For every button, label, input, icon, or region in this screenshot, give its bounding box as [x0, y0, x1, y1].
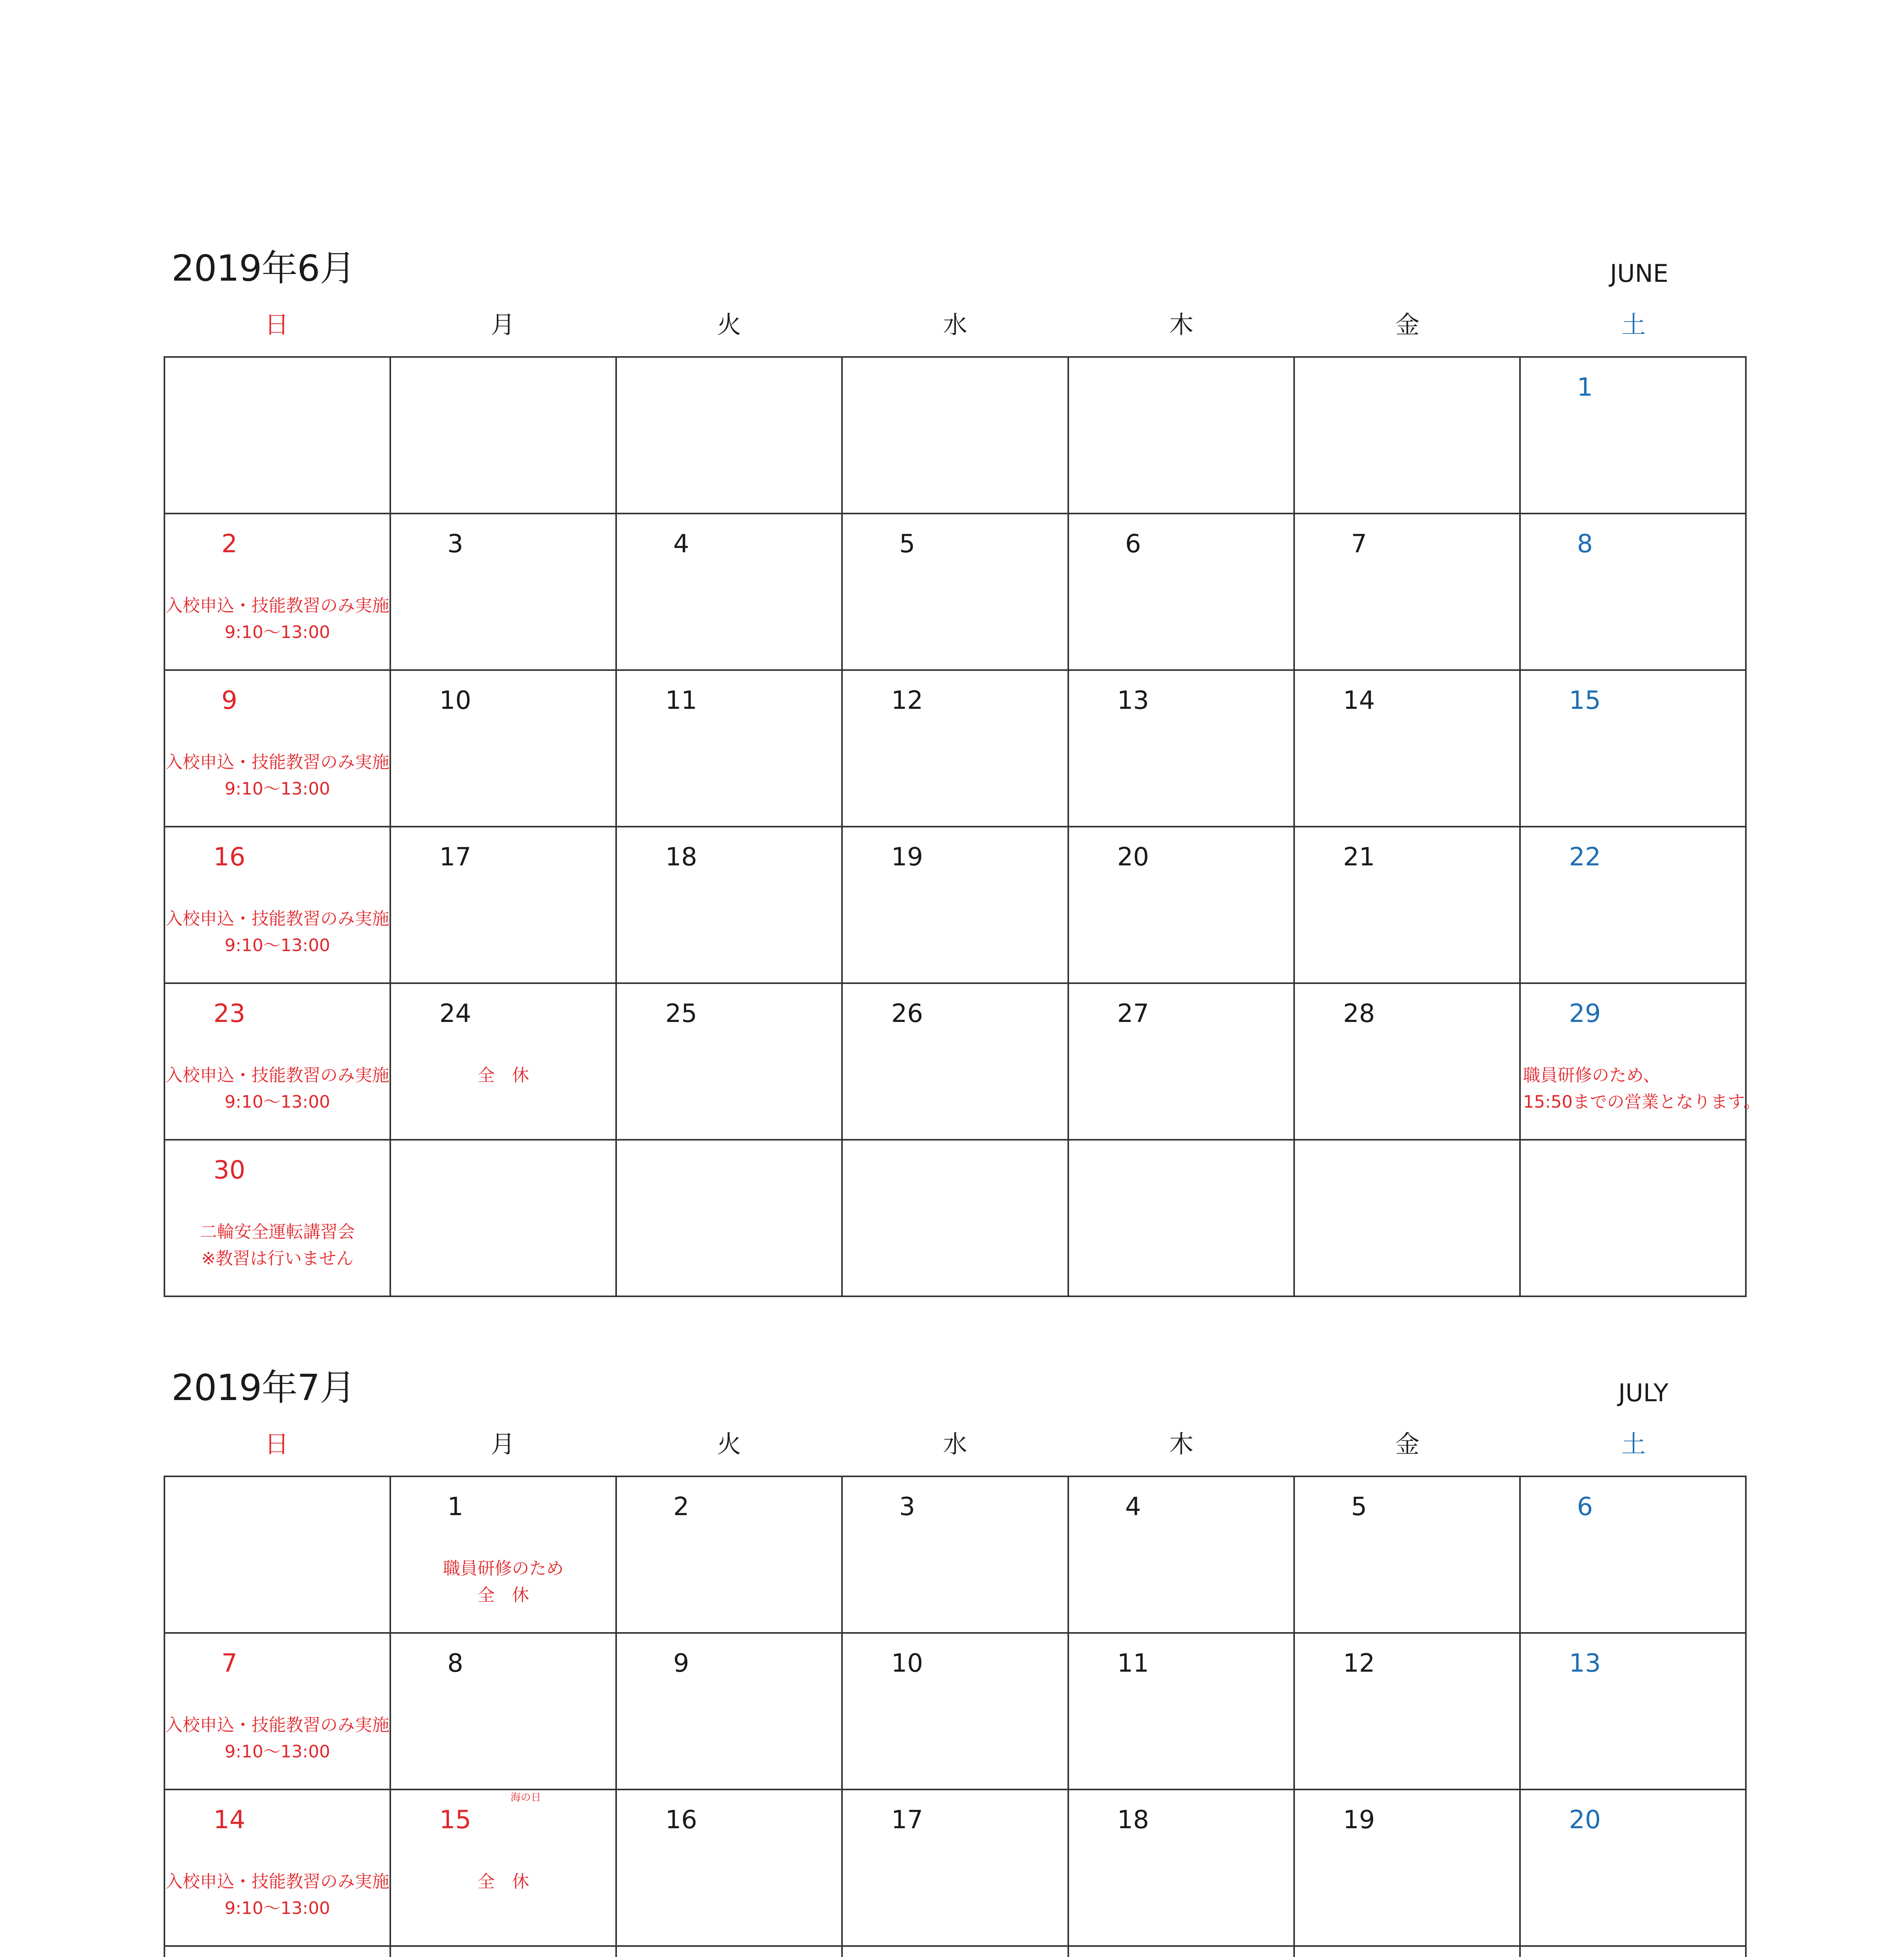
weekday-label: 火	[717, 1430, 741, 1458]
day-cell	[1069, 827, 1295, 984]
day-cell	[617, 827, 843, 984]
day-cell	[391, 1141, 617, 1297]
day-number: 30	[213, 1156, 245, 1185]
day-number: 29	[1569, 999, 1601, 1028]
weekday-label: 土	[1621, 1430, 1646, 1458]
day-cell	[165, 1477, 391, 1634]
day-number: 18	[665, 843, 697, 872]
day-number: 17	[891, 1806, 923, 1834]
weekday-label: 金	[1395, 310, 1420, 339]
day-cell	[165, 1141, 391, 1297]
day-cell	[1521, 827, 1747, 984]
day-note: 入校申込・技能教習のみ実施 9:10～13:00	[165, 752, 389, 799]
day-number: 4	[1125, 1492, 1141, 1521]
weekday-label: 火	[717, 310, 741, 339]
day-cell	[1521, 514, 1747, 671]
day-number: 27	[1117, 999, 1149, 1028]
day-number: 20	[1569, 1806, 1601, 1834]
day-number: 10	[891, 1649, 923, 1678]
day-number: 18	[1117, 1806, 1149, 1834]
day-number: 23	[213, 999, 245, 1028]
day-cell	[843, 358, 1069, 514]
day-cell	[1069, 1141, 1295, 1297]
day-number: 24	[439, 999, 471, 1028]
day-cell	[1295, 984, 1521, 1141]
day-cell	[843, 984, 1069, 1141]
day-cell	[843, 1141, 1069, 1297]
day-note: 入校申込・技能教習のみ実施 9:10～13:00	[165, 596, 389, 642]
day-number: 2	[673, 1492, 689, 1521]
day-number: 25	[665, 999, 697, 1028]
weekday-label: 土	[1621, 310, 1646, 339]
day-note: 全 休	[477, 1065, 529, 1085]
day-number: 16	[665, 1806, 697, 1834]
day-cell	[1295, 358, 1521, 514]
day-number: 6	[1577, 1492, 1593, 1521]
weekday-label: 木	[1169, 310, 1194, 339]
day-cell	[1295, 1947, 1521, 1957]
day-number: 12	[1343, 1649, 1375, 1678]
month-title: 2019年7月	[171, 1367, 355, 1409]
day-number: 26	[891, 999, 923, 1028]
day-cell	[1069, 514, 1295, 671]
day-number: 28	[1343, 999, 1375, 1028]
day-number: 5	[1351, 1492, 1367, 1521]
day-cell	[1295, 1790, 1521, 1947]
day-cell	[843, 1947, 1069, 1957]
day-cell	[843, 1477, 1069, 1634]
day-cell	[1069, 358, 1295, 514]
day-cell	[843, 1634, 1069, 1790]
day-note: 全 休	[477, 1872, 529, 1892]
day-number: 20	[1117, 843, 1149, 872]
weekday-header	[164, 1429, 1747, 1460]
holiday-name: 海の日	[510, 1792, 541, 1804]
day-cell	[391, 1477, 617, 1634]
day-number: 6	[1125, 530, 1141, 559]
weekday-header	[164, 309, 1747, 341]
day-number: 12	[891, 686, 923, 715]
weekday-label: 金	[1395, 1430, 1420, 1458]
calendar-grid	[164, 1476, 1747, 1957]
day-note: 職員研修のため、 15:50までの営業となります。	[1523, 1065, 1761, 1112]
day-cell	[617, 514, 843, 671]
day-cell	[1069, 1634, 1295, 1790]
day-cell	[165, 1790, 391, 1947]
day-number: 11	[665, 686, 697, 715]
day-number: 11	[1117, 1649, 1149, 1678]
weekday-label: 日	[264, 310, 289, 339]
day-cell	[617, 1477, 843, 1634]
day-number: 1	[1577, 373, 1593, 402]
day-number: 10	[439, 686, 471, 715]
day-cell	[1521, 1634, 1747, 1790]
day-cell	[1521, 358, 1747, 514]
weekday-label: 木	[1169, 1430, 1194, 1458]
day-number: 14	[213, 1806, 245, 1834]
day-cell	[391, 984, 617, 1141]
day-cell	[391, 358, 617, 514]
weekday-label: 水	[943, 310, 968, 339]
day-number: 15	[1569, 686, 1601, 715]
weekday-label: 月	[490, 310, 515, 339]
day-number: 15	[439, 1806, 471, 1834]
day-cell	[1069, 1947, 1295, 1957]
day-note: 職員研修のため 全 休	[443, 1559, 564, 1605]
day-number: 8	[1577, 530, 1593, 559]
day-number: 19	[1343, 1806, 1375, 1834]
day-cell	[1069, 1477, 1295, 1634]
day-cell	[165, 514, 391, 671]
day-cell	[165, 358, 391, 514]
day-cell	[391, 827, 617, 984]
day-number: 5	[899, 530, 915, 559]
day-cell	[1521, 1790, 1747, 1947]
day-number: 1	[447, 1492, 463, 1521]
day-number: 16	[213, 843, 245, 872]
day-cell	[1069, 984, 1295, 1141]
weekday-label: 月	[490, 1430, 515, 1458]
day-cell	[1295, 514, 1521, 671]
day-cell	[1295, 1141, 1521, 1297]
day-cell	[843, 1790, 1069, 1947]
day-cell	[1521, 671, 1747, 827]
day-number: 3	[447, 530, 463, 559]
day-cell	[391, 1790, 617, 1947]
day-cell	[1295, 1477, 1521, 1634]
day-number: 17	[439, 843, 471, 872]
day-number: 7	[1351, 530, 1367, 559]
day-note: 入校申込・技能教習のみ実施 9:10～13:00	[165, 1065, 389, 1112]
day-number: 9	[673, 1649, 689, 1678]
day-number: 21	[1343, 843, 1375, 872]
day-cell	[617, 358, 843, 514]
day-cell	[843, 827, 1069, 984]
day-cell	[165, 984, 391, 1141]
day-cell	[1069, 671, 1295, 827]
day-cell	[165, 1634, 391, 1790]
weekday-label: 日	[264, 1430, 289, 1458]
day-cell	[1069, 1790, 1295, 1947]
day-cell	[391, 514, 617, 671]
day-cell	[391, 1634, 617, 1790]
day-note: 入校申込・技能教習のみ実施 9:10～13:00	[165, 1872, 389, 1918]
day-cell	[165, 827, 391, 984]
day-cell	[1521, 1477, 1747, 1634]
day-cell	[1521, 1141, 1747, 1297]
day-note: 二輪安全運転講習会 ※教習は行いません	[200, 1222, 355, 1269]
day-cell	[391, 671, 617, 827]
day-number: 13	[1117, 686, 1149, 715]
month-title-en: JUNE	[1610, 259, 1668, 288]
month-title: 2019年6月	[171, 247, 355, 289]
day-cell	[165, 671, 391, 827]
day-number: 9	[221, 686, 238, 715]
day-number: 22	[1569, 843, 1601, 872]
day-cell	[617, 1790, 843, 1947]
calendar-grid	[164, 356, 1761, 1297]
day-cell	[617, 671, 843, 827]
day-number: 14	[1343, 686, 1375, 715]
day-number: 8	[447, 1649, 463, 1678]
day-note: 入校申込・技能教習のみ実施 9:10～13:00	[165, 1715, 389, 1762]
day-cell	[1521, 984, 1761, 1141]
day-cell	[1521, 1947, 1747, 1957]
day-number: 7	[221, 1649, 238, 1678]
day-number: 2	[221, 530, 238, 559]
day-note: 入校申込・技能教習のみ実施 9:10～13:00	[165, 909, 389, 955]
day-cell	[617, 1634, 843, 1790]
day-cell	[843, 514, 1069, 671]
day-cell	[1295, 827, 1521, 984]
day-cell	[1295, 1634, 1521, 1790]
day-cell	[391, 1947, 617, 1957]
day-number: 4	[673, 530, 689, 559]
day-cell	[617, 1141, 843, 1297]
day-cell	[617, 984, 843, 1141]
day-cell	[165, 1947, 391, 1957]
day-number: 13	[1569, 1649, 1601, 1678]
day-cell	[617, 1947, 843, 1957]
day-cell	[1295, 671, 1521, 827]
month-title-en: JULY	[1618, 1379, 1668, 1407]
weekday-label: 水	[943, 1430, 968, 1458]
day-number: 3	[899, 1492, 915, 1521]
day-cell	[843, 671, 1069, 827]
day-number: 19	[891, 843, 923, 872]
